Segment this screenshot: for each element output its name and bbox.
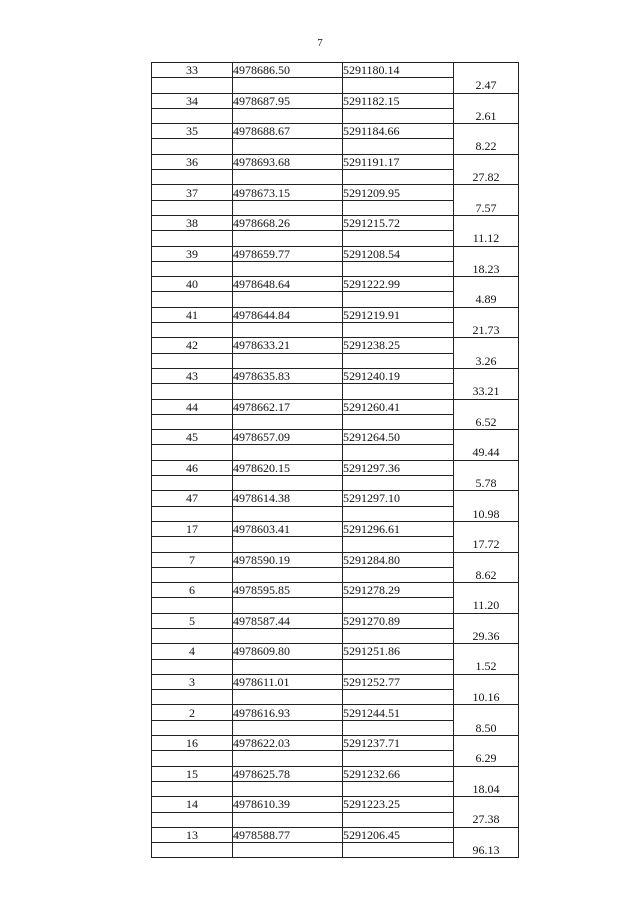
x-coordinate-cell: 4978610.39 [233, 797, 343, 812]
table-row-distance [152, 476, 519, 491]
empty-cell [343, 139, 454, 154]
table-row [152, 368, 519, 383]
empty-cell [233, 659, 343, 674]
empty-cell [343, 659, 454, 674]
y-coordinate-cell: 5291264.50 [343, 430, 454, 445]
table-row [152, 93, 519, 108]
x-coordinate-cell: 4978609.80 [233, 644, 343, 659]
distance-cell: 11.20 [454, 598, 519, 613]
y-coordinate-cell: 5291215.72 [343, 215, 454, 230]
table-row [152, 430, 519, 445]
y-coordinate-cell: 5291180.14 [343, 63, 454, 78]
point-number-cell: 36 [152, 154, 233, 169]
empty-cell [152, 78, 233, 93]
empty-cell [233, 445, 343, 460]
table-row-distance [152, 445, 519, 460]
distance-cell: 27.38 [454, 812, 519, 827]
x-coordinate-cell: 4978657.09 [233, 430, 343, 445]
distance-cell: 18.23 [454, 261, 519, 276]
table-row [152, 63, 519, 78]
distance-cell-blank [454, 93, 519, 108]
empty-cell [343, 751, 454, 766]
distance-cell: 27.82 [454, 170, 519, 185]
x-coordinate-cell: 4978662.17 [233, 399, 343, 414]
table-row [152, 766, 519, 781]
distance-cell-blank [454, 124, 519, 139]
point-number-cell: 33 [152, 63, 233, 78]
table-row [152, 246, 519, 261]
x-coordinate-cell: 4978693.68 [233, 154, 343, 169]
empty-cell [152, 751, 233, 766]
distance-cell: 8.22 [454, 139, 519, 154]
point-number-cell: 7 [152, 552, 233, 567]
empty-cell [152, 720, 233, 735]
distance-cell-blank [454, 399, 519, 414]
distance-cell: 18.04 [454, 781, 519, 796]
x-coordinate-cell: 4978616.93 [233, 705, 343, 720]
table-row-distance [152, 323, 519, 338]
empty-cell [233, 781, 343, 796]
y-coordinate-cell: 5291209.95 [343, 185, 454, 200]
distance-cell-blank [454, 246, 519, 261]
table-row [152, 491, 519, 506]
point-number-cell: 40 [152, 277, 233, 292]
distance-cell-blank [454, 766, 519, 781]
point-number-cell: 17 [152, 521, 233, 536]
x-coordinate-cell: 4978686.50 [233, 63, 343, 78]
table-row-distance [152, 292, 519, 307]
distance-cell-blank [454, 736, 519, 751]
page-number: 7 [317, 37, 323, 49]
empty-cell [343, 537, 454, 552]
empty-cell [343, 598, 454, 613]
table-row [152, 644, 519, 659]
distance-cell-blank [454, 491, 519, 506]
table-row [152, 674, 519, 689]
empty-cell [233, 200, 343, 215]
y-coordinate-cell: 5291237.71 [343, 736, 454, 751]
table-row [152, 124, 519, 139]
table-row [152, 827, 519, 842]
y-coordinate-cell: 5291251.86 [343, 644, 454, 659]
empty-cell [152, 445, 233, 460]
table-row-distance [152, 170, 519, 185]
x-coordinate-cell: 4978588.77 [233, 827, 343, 842]
y-coordinate-cell: 5291240.19 [343, 368, 454, 383]
x-coordinate-cell: 4978595.85 [233, 583, 343, 598]
y-coordinate-cell: 5291297.36 [343, 460, 454, 475]
table-row [152, 736, 519, 751]
distance-cell: 8.50 [454, 720, 519, 735]
point-number-cell: 38 [152, 215, 233, 230]
x-coordinate-cell: 4978687.95 [233, 93, 343, 108]
point-number-cell: 15 [152, 766, 233, 781]
table-row-distance [152, 261, 519, 276]
point-number-cell: 46 [152, 460, 233, 475]
x-coordinate-cell: 4978635.83 [233, 368, 343, 383]
point-number-cell: 45 [152, 430, 233, 445]
empty-cell [343, 506, 454, 521]
point-number-cell: 6 [152, 583, 233, 598]
point-number-cell: 2 [152, 705, 233, 720]
table-row [152, 185, 519, 200]
y-coordinate-cell: 5291219.91 [343, 307, 454, 322]
empty-cell [233, 139, 343, 154]
empty-cell [233, 751, 343, 766]
y-coordinate-cell: 5291244.51 [343, 705, 454, 720]
distance-cell-blank [454, 827, 519, 842]
table-row-distance [152, 843, 519, 858]
distance-cell: 29.36 [454, 628, 519, 643]
empty-cell [233, 414, 343, 429]
x-coordinate-cell: 4978633.21 [233, 338, 343, 353]
empty-cell [152, 690, 233, 705]
table-row [152, 705, 519, 720]
table-row [152, 583, 519, 598]
table-row [152, 307, 519, 322]
table-row [152, 215, 519, 230]
y-coordinate-cell: 5291232.66 [343, 766, 454, 781]
x-coordinate-cell: 4978590.19 [233, 552, 343, 567]
empty-cell [152, 506, 233, 521]
empty-cell [152, 170, 233, 185]
distance-cell: 4.89 [454, 292, 519, 307]
table-row [152, 613, 519, 628]
table-row-distance [152, 567, 519, 582]
empty-cell [343, 231, 454, 246]
distance-cell: 5.78 [454, 476, 519, 491]
point-number-cell: 42 [152, 338, 233, 353]
distance-cell: 3.26 [454, 353, 519, 368]
table-row [152, 521, 519, 536]
empty-cell [343, 261, 454, 276]
coordinates-table-body [152, 63, 519, 858]
table-row-distance [152, 628, 519, 643]
table-row-distance [152, 598, 519, 613]
empty-cell [152, 139, 233, 154]
empty-cell [152, 200, 233, 215]
empty-cell [343, 292, 454, 307]
empty-cell [343, 78, 454, 93]
y-coordinate-cell: 5291252.77 [343, 674, 454, 689]
distance-cell: 49.44 [454, 445, 519, 460]
table-row-distance [152, 659, 519, 674]
distance-cell-blank [454, 583, 519, 598]
table-row-distance [152, 506, 519, 521]
empty-cell [343, 445, 454, 460]
distance-cell: 96.13 [454, 843, 519, 858]
empty-cell [233, 108, 343, 123]
distance-cell-blank [454, 63, 519, 78]
empty-cell [233, 261, 343, 276]
distance-cell: 8.62 [454, 567, 519, 582]
empty-cell [233, 598, 343, 613]
empty-cell [233, 690, 343, 705]
distance-cell: 7.57 [454, 200, 519, 215]
distance-cell-blank [454, 368, 519, 383]
y-coordinate-cell: 5291297.10 [343, 491, 454, 506]
y-coordinate-cell: 5291238.25 [343, 338, 454, 353]
empty-cell [343, 476, 454, 491]
table-row-distance [152, 414, 519, 429]
y-coordinate-cell: 5291208.54 [343, 246, 454, 261]
point-number-cell: 47 [152, 491, 233, 506]
distance-cell: 2.61 [454, 108, 519, 123]
distance-cell-blank [454, 460, 519, 475]
y-coordinate-cell: 5291223.25 [343, 797, 454, 812]
empty-cell [343, 812, 454, 827]
distance-cell-blank [454, 307, 519, 322]
empty-cell [233, 567, 343, 582]
empty-cell [152, 231, 233, 246]
x-coordinate-cell: 4978622.03 [233, 736, 343, 751]
distance-cell: 33.21 [454, 384, 519, 399]
y-coordinate-cell: 5291206.45 [343, 827, 454, 842]
empty-cell [233, 353, 343, 368]
empty-cell [343, 200, 454, 215]
empty-cell [152, 781, 233, 796]
empty-cell [233, 628, 343, 643]
distance-cell: 1.52 [454, 659, 519, 674]
empty-cell [233, 812, 343, 827]
x-coordinate-cell: 4978614.38 [233, 491, 343, 506]
distance-cell-blank [454, 338, 519, 353]
distance-cell: 11.12 [454, 231, 519, 246]
empty-cell [343, 720, 454, 735]
x-coordinate-cell: 4978620.15 [233, 460, 343, 475]
empty-cell [343, 567, 454, 582]
distance-cell: 6.29 [454, 751, 519, 766]
distance-cell: 10.16 [454, 690, 519, 705]
empty-cell [152, 384, 233, 399]
x-coordinate-cell: 4978659.77 [233, 246, 343, 261]
empty-cell [343, 781, 454, 796]
table-row [152, 797, 519, 812]
y-coordinate-cell: 5291191.17 [343, 154, 454, 169]
empty-cell [152, 292, 233, 307]
y-coordinate-cell: 5291284.80 [343, 552, 454, 567]
empty-cell [343, 323, 454, 338]
distance-cell-blank [454, 644, 519, 659]
point-number-cell: 44 [152, 399, 233, 414]
point-number-cell: 41 [152, 307, 233, 322]
table-row-distance [152, 231, 519, 246]
empty-cell [152, 659, 233, 674]
table-row-distance [152, 384, 519, 399]
empty-cell [233, 537, 343, 552]
distance-cell: 17.72 [454, 537, 519, 552]
y-coordinate-cell: 5291270.89 [343, 613, 454, 628]
empty-cell [233, 506, 343, 521]
empty-cell [233, 78, 343, 93]
point-number-cell: 13 [152, 827, 233, 842]
table-row [152, 399, 519, 414]
empty-cell [343, 628, 454, 643]
empty-cell [152, 628, 233, 643]
empty-cell [233, 843, 343, 858]
empty-cell [233, 323, 343, 338]
table-row [152, 552, 519, 567]
distance-cell: 6.52 [454, 414, 519, 429]
empty-cell [343, 170, 454, 185]
distance-cell: 2.47 [454, 78, 519, 93]
point-number-cell: 35 [152, 124, 233, 139]
distance-cell: 10.98 [454, 506, 519, 521]
x-coordinate-cell: 4978668.26 [233, 215, 343, 230]
empty-cell [343, 108, 454, 123]
x-coordinate-cell: 4978625.78 [233, 766, 343, 781]
empty-cell [233, 384, 343, 399]
table-row [152, 338, 519, 353]
x-coordinate-cell: 4978688.67 [233, 124, 343, 139]
y-coordinate-cell: 5291222.99 [343, 277, 454, 292]
distance-cell-blank [454, 185, 519, 200]
empty-cell [233, 476, 343, 491]
point-number-cell: 4 [152, 644, 233, 659]
x-coordinate-cell: 4978673.15 [233, 185, 343, 200]
point-number-cell: 14 [152, 797, 233, 812]
table-row-distance [152, 720, 519, 735]
empty-cell [152, 108, 233, 123]
table-row [152, 154, 519, 169]
y-coordinate-cell: 5291278.29 [343, 583, 454, 598]
table-row-distance [152, 812, 519, 827]
x-coordinate-cell: 4978644.84 [233, 307, 343, 322]
empty-cell [233, 720, 343, 735]
table-row-distance [152, 353, 519, 368]
y-coordinate-cell: 5291296.61 [343, 521, 454, 536]
empty-cell [233, 231, 343, 246]
point-number-cell: 16 [152, 736, 233, 751]
empty-cell [152, 261, 233, 276]
table-row-distance [152, 200, 519, 215]
empty-cell [152, 353, 233, 368]
y-coordinate-cell: 5291184.66 [343, 124, 454, 139]
distance-cell-blank [454, 521, 519, 536]
distance-cell-blank [454, 154, 519, 169]
empty-cell [152, 537, 233, 552]
table-row-distance [152, 78, 519, 93]
distance-cell: 21.73 [454, 323, 519, 338]
empty-cell [152, 476, 233, 491]
empty-cell [343, 843, 454, 858]
table-row-distance [152, 781, 519, 796]
x-coordinate-cell: 4978611.01 [233, 674, 343, 689]
empty-cell [152, 598, 233, 613]
y-coordinate-cell: 5291182.15 [343, 93, 454, 108]
empty-cell [343, 353, 454, 368]
distance-cell-blank [454, 705, 519, 720]
table-row [152, 277, 519, 292]
point-number-cell: 34 [152, 93, 233, 108]
distance-cell-blank [454, 552, 519, 567]
empty-cell [233, 170, 343, 185]
empty-cell [152, 323, 233, 338]
distance-cell-blank [454, 613, 519, 628]
distance-cell-blank [454, 430, 519, 445]
distance-cell-blank [454, 674, 519, 689]
coordinates-table [151, 62, 519, 858]
distance-cell-blank [454, 277, 519, 292]
table-row-distance [152, 108, 519, 123]
empty-cell [152, 567, 233, 582]
table-row-distance [152, 751, 519, 766]
point-number-cell: 39 [152, 246, 233, 261]
x-coordinate-cell: 4978648.64 [233, 277, 343, 292]
x-coordinate-cell: 4978603.41 [233, 521, 343, 536]
point-number-cell: 5 [152, 613, 233, 628]
empty-cell [152, 414, 233, 429]
empty-cell [152, 843, 233, 858]
table-row-distance [152, 537, 519, 552]
empty-cell [343, 690, 454, 705]
empty-cell [343, 414, 454, 429]
point-number-cell: 37 [152, 185, 233, 200]
point-number-cell: 43 [152, 368, 233, 383]
point-number-cell: 3 [152, 674, 233, 689]
empty-cell [152, 812, 233, 827]
empty-cell [343, 384, 454, 399]
distance-cell-blank [454, 215, 519, 230]
table-row-distance [152, 139, 519, 154]
table-row-distance [152, 690, 519, 705]
distance-cell-blank [454, 797, 519, 812]
x-coordinate-cell: 4978587.44 [233, 613, 343, 628]
table-row [152, 460, 519, 475]
empty-cell [233, 292, 343, 307]
y-coordinate-cell: 5291260.41 [343, 399, 454, 414]
